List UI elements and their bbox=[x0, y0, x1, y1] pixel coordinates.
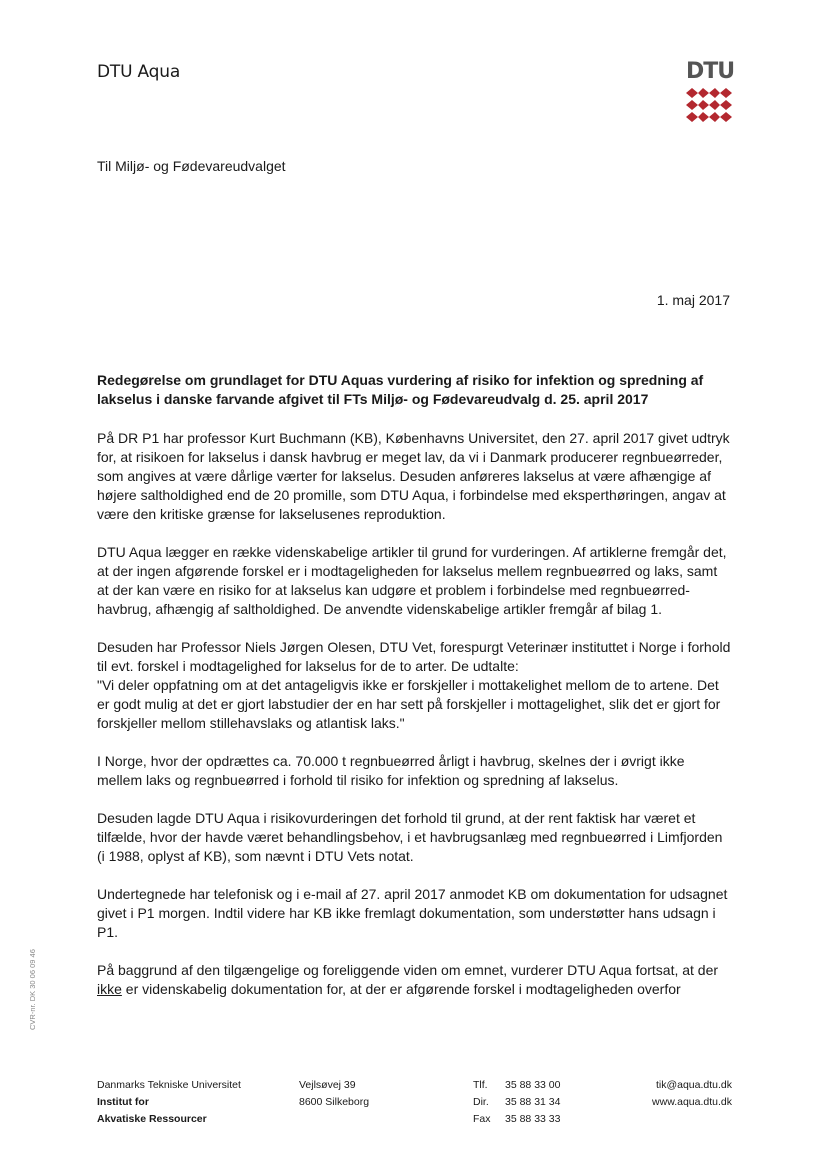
footer-phone-row bbox=[473, 1111, 560, 1128]
footer-phones bbox=[473, 1077, 560, 1128]
paragraph-6: Undertegnede har telefonisk og i e-mail af 27. april 2017 anmodet KB om dokumentation for udsagnet givet i P1 morgen. Indtil videre har KB ikke fremlagt dokumentation, som understøtter hans udsagn i P1. bbox=[97, 886, 728, 940]
footer-address bbox=[299, 1077, 369, 1111]
footer-org-line-1: Danmarks Tekniske Universitet bbox=[97, 1079, 241, 1091]
footer bbox=[97, 1077, 732, 1137]
paragraph-1: På DR P1 har professor Kurt Buchmann (KB), Københavns Universitet, den 27. april 2017 givet udtryk for, at risikoen for lakselus i dansk havbrug er meget lav, da vi i Danmark producerer regnbueørreder, som angives at være dårlige værter for lakselus. Desuden anføreres lakselus at være afhængige af højere saltholdighed end de 20 promille, som DTU Aqua, i forbindelse med eksperthøringen, angav at være den kritiske grænse for lakselusenes reproduktion. bbox=[97, 430, 730, 522]
letter-date: 1. maj 2017 bbox=[656, 292, 730, 308]
phone-label: Tlf. bbox=[473, 1079, 488, 1091]
dtu-logo bbox=[686, 59, 735, 126]
underlined-word: ikke bbox=[97, 981, 122, 997]
footer-org-line-3: Akvatiske Ressourcer bbox=[97, 1113, 207, 1125]
paragraph-7 bbox=[97, 961, 732, 999]
footer-contact bbox=[652, 1077, 732, 1111]
footer-website[interactable]: www.aqua.dtu.dk bbox=[652, 1096, 732, 1108]
footer-email[interactable]: tik@aqua.dtu.dk bbox=[655, 1079, 732, 1091]
letter-body bbox=[97, 371, 732, 1018]
footer-phone-row bbox=[473, 1077, 560, 1094]
paragraph-5: Desuden lagde DTU Aqua i risikovurderingen det forhold til grund, at der rent faktisk har været et tilfælde, hvor der havde været behandlingsbehov, i et havbrugsanlæg med regnbueørred i Limfjorden (i 1988, oplyst af KB), som nævnt i DTU Vets notat. bbox=[97, 810, 723, 864]
letter-title: Redegørelse om grundlaget for DTU Aquas vurdering af risiko for infektion og spredning af lakselus i danske farvande afgivet til FTs Miljø- og Fødevareudvalg d. 25. april 2017 bbox=[97, 372, 704, 407]
paragraph-2: DTU Aqua lægger en række videnskabelige artikler til grund for vurderingen. Af artiklerne fremgår det, at der ingen afgørende forskel er i modtageligheden for lakselus mellem regnbueørred og laks, samt at der kan være en risiko for at lakselus kan udgøre et problem i forbindelse med regnbueørred-havbrug, afhængig af saltholdighed. De anvendte videnskabelige artikler fremgår af bilag 1. bbox=[97, 544, 727, 617]
cvr-number: CVR-nr. DK 30 06 09 46 bbox=[28, 949, 37, 1030]
footer-org-line-2: Institut for bbox=[97, 1096, 149, 1108]
quote-paragraph: "Vi deler oppfatning om at det antageligvis ikke er forskjeller i mottakelighet mellom de to artene. Det er godt mulig at det er gjort labstudier der en har sett på forskjeller i mottagelighet, slik det er gjort for forskjeller mellom stillehavslaks og atlantisk laks." bbox=[97, 677, 721, 731]
footer-street: Vejlsøvej 39 bbox=[299, 1079, 356, 1091]
paragraph-7-end: er videnskabelig dokumentation for, at der er afgørende forskel i modtageligheden overfor bbox=[121, 981, 681, 997]
paragraph-4: I Norge, hvor der opdrættes ca. 70.000 t regnbueørred årligt i havbrug, skelnes der i øvrigt ikke mellem laks og regnbueørred i forhold til risiko for infektion og spredning af lakselus. bbox=[97, 753, 685, 788]
phone-number: 35 88 31 34 bbox=[505, 1096, 561, 1108]
phone-number: 35 88 33 33 bbox=[505, 1113, 561, 1125]
paragraph-3: Desuden har Professor Niels Jørgen Olesen, DTU Vet, forespurgt Veterinær instituttet i Norge i forhold til evt. forskel i modtagelighed for lakselus for de to arter. De udtalte: bbox=[97, 639, 731, 674]
logo-text: DTU bbox=[686, 59, 735, 84]
footer-org bbox=[97, 1077, 241, 1128]
recipient-line: Til Miljø- og Fødevareudvalget bbox=[97, 158, 286, 174]
dtu-waves-icon bbox=[686, 88, 732, 124]
footer-phone-row bbox=[473, 1094, 560, 1111]
footer-city: 8600 Silkeborg bbox=[299, 1096, 370, 1108]
phone-number: 35 88 33 00 bbox=[505, 1079, 561, 1091]
paragraph-7-start: På baggrund af den tilgængelige og foreliggende viden om emnet, vurderer DTU Aqua fortsat, at der bbox=[97, 962, 719, 978]
phone-label: Fax bbox=[473, 1113, 491, 1125]
phone-label: Dir. bbox=[473, 1096, 489, 1108]
brand-name: DTU Aqua bbox=[97, 62, 181, 82]
